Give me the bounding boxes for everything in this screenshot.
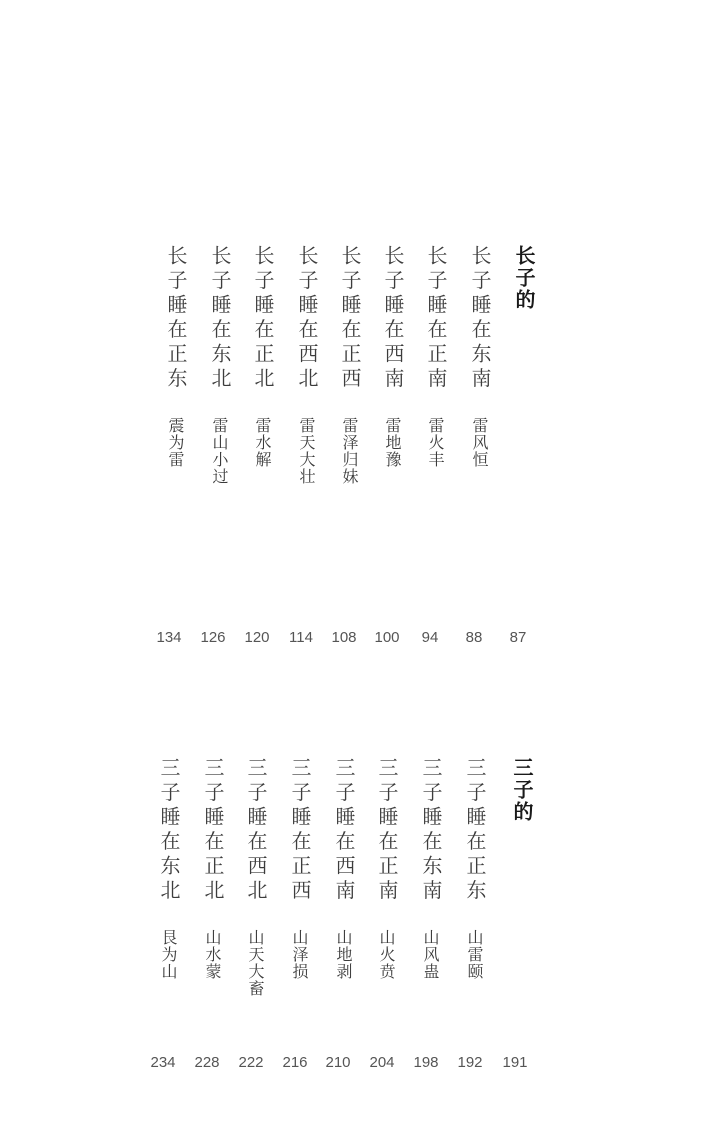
entry-location: 长子睡在东北 — [208, 245, 232, 392]
entry-page-number: 120 — [244, 629, 270, 646]
entry-location: 长子睡在西南 — [381, 245, 405, 392]
entry-hexagram: 山泽损 — [290, 929, 309, 980]
entry-page-number: 108 — [331, 629, 357, 646]
entry-hexagram: 山水蒙 — [203, 929, 222, 980]
entry-hexagram: 雷山小过 — [210, 417, 229, 485]
entry-page-number: 114 — [289, 629, 313, 646]
entry-hexagram: 雷风恒 — [470, 417, 489, 468]
entry-hexagram: 山地剥 — [334, 929, 353, 980]
entry-page-number: 222 — [238, 1054, 264, 1071]
entry-page-number: 198 — [413, 1054, 439, 1071]
entry-hexagram: 山天大畜 — [246, 929, 265, 997]
entry-hexagram: 雷泽归妹 — [340, 417, 359, 485]
entry-location: 三子睡在东北 — [157, 757, 181, 904]
entry-hexagram: 山火贲 — [377, 929, 396, 980]
entry-page-number: 134 — [156, 629, 182, 646]
entry-location: 三子睡在西北 — [244, 757, 268, 904]
entry-page-number: 126 — [200, 629, 226, 646]
entry-location: 长子睡在正西 — [338, 245, 362, 392]
entry-location: 三子睡在西南 — [332, 757, 356, 904]
entry-hexagram: 震为雷 — [166, 417, 185, 468]
entry-page-number: 234 — [150, 1054, 176, 1071]
entry-location: 三子睡在正东 — [463, 757, 487, 904]
entry-page-number: 192 — [457, 1054, 483, 1071]
entry-location: 长子睡在西北 — [295, 245, 319, 392]
entry-location: 三子睡在正南 — [375, 757, 399, 904]
entry-page-number: 228 — [194, 1054, 220, 1071]
section-heading: 三子的 — [510, 757, 534, 823]
entry-hexagram: 山风蛊 — [421, 929, 440, 980]
entry-location: 长子睡在东南 — [468, 245, 492, 392]
entry-hexagram: 雷地豫 — [383, 417, 402, 468]
entry-hexagram: 雷火丰 — [426, 417, 445, 468]
entry-location: 三子睡在正北 — [201, 757, 225, 904]
entry-location: 三子睡在正西 — [288, 757, 312, 904]
entry-page-number: 216 — [282, 1054, 308, 1071]
entry-location: 长子睡在正东 — [164, 245, 188, 392]
entry-page-number: 88 — [465, 629, 483, 646]
entry-location: 长子睡在正北 — [251, 245, 275, 392]
entry-page-number: 204 — [369, 1054, 395, 1071]
entry-hexagram: 艮为山 — [159, 929, 178, 980]
entry-page-number: 210 — [325, 1054, 351, 1071]
entry-page-number: 100 — [374, 629, 400, 646]
entry-location: 三子睡在东南 — [419, 757, 443, 904]
section-page-number: 87 — [509, 629, 527, 646]
entry-hexagram: 山雷颐 — [465, 929, 484, 980]
entry-location: 长子睡在正南 — [424, 245, 448, 392]
section-heading: 长子的 — [512, 245, 536, 311]
entry-page-number: 94 — [421, 629, 439, 646]
section-page-number: 191 — [502, 1054, 528, 1071]
entry-hexagram: 雷水解 — [253, 417, 272, 468]
entry-hexagram: 雷天大壮 — [297, 417, 316, 485]
